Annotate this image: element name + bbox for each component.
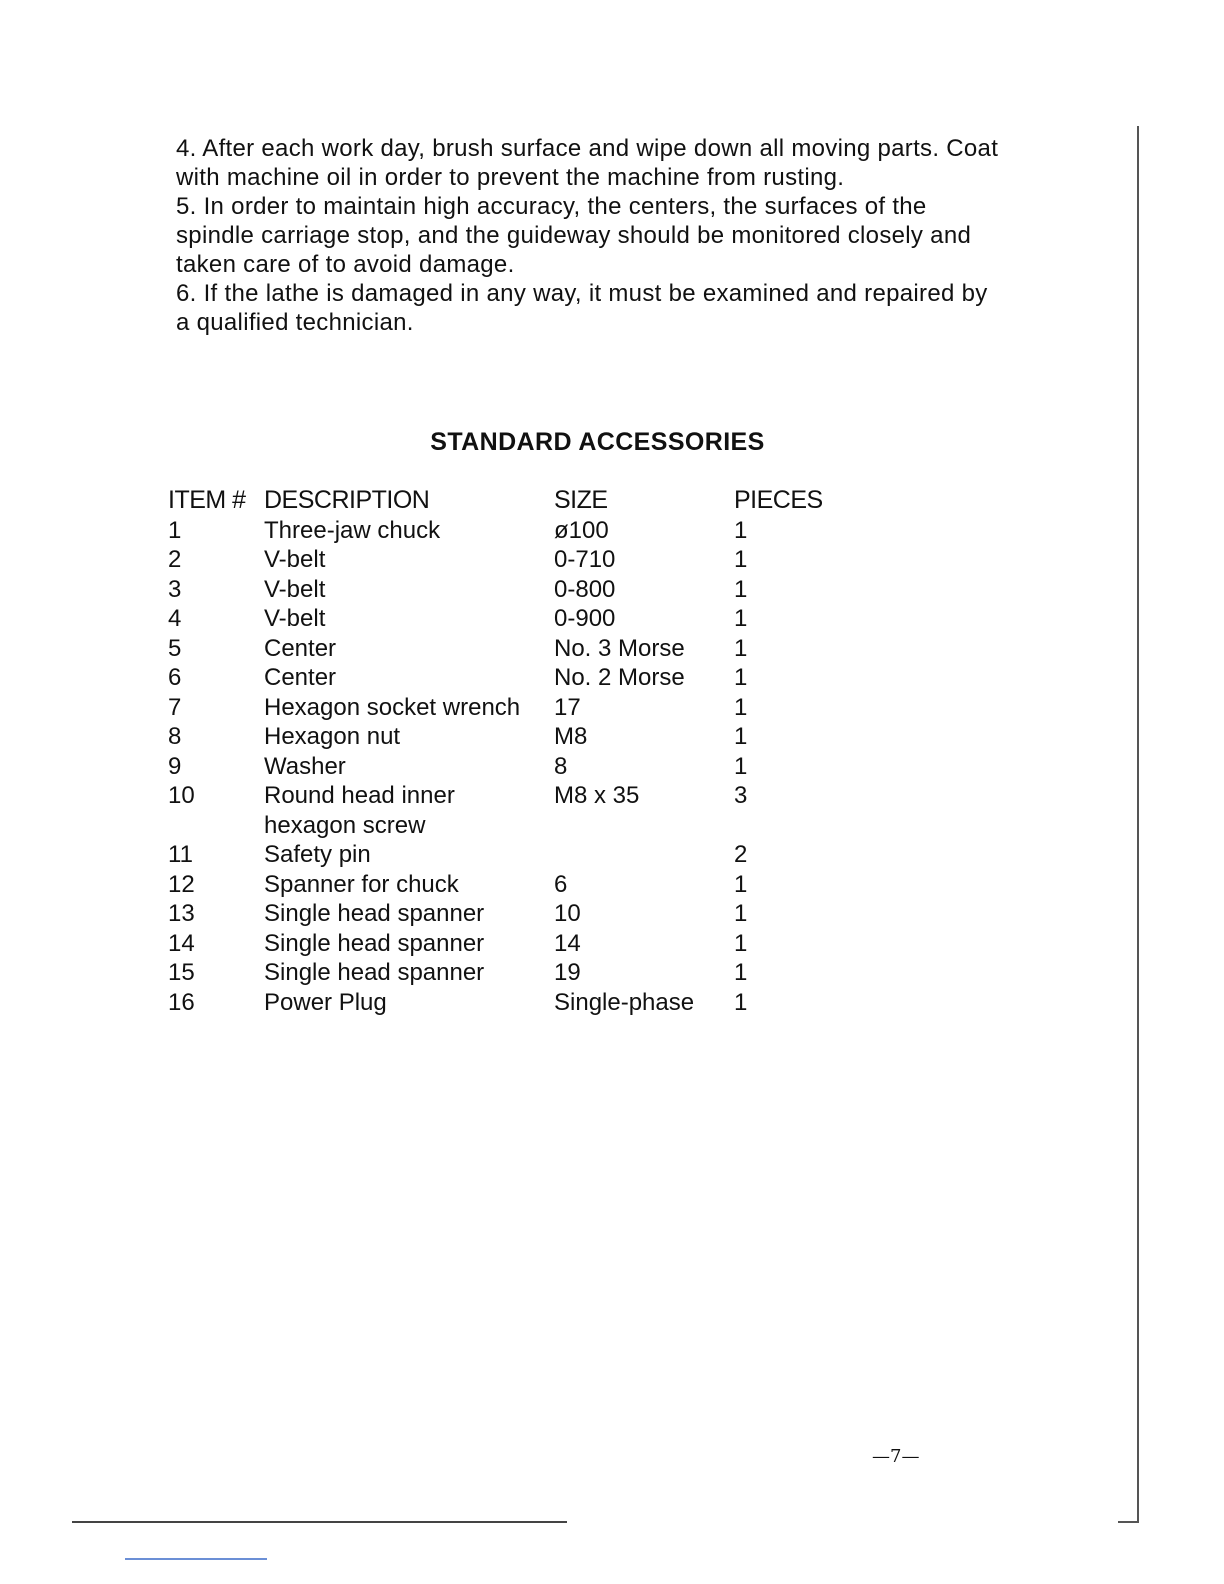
description-cell: Hexagon nut <box>264 723 401 750</box>
pieces-cell: 1 <box>734 870 748 898</box>
description-cell: Power Plug <box>264 988 387 1016</box>
right-margin-rule <box>1137 126 1139 1523</box>
size-cell: 0-900 <box>554 605 616 632</box>
pieces-cell: 1 <box>734 516 748 544</box>
pieces-cell: 1 <box>734 959 748 986</box>
table-row <box>168 840 834 870</box>
header-description: DESCRIPTION <box>264 486 430 514</box>
size-cell: 17 <box>554 693 581 721</box>
description-cell: Three-jaw chuck <box>264 516 441 544</box>
table-row <box>168 575 834 605</box>
table-row <box>168 545 834 575</box>
table-row <box>168 604 834 634</box>
size-cell: No. 2 Morse <box>554 664 685 691</box>
description-cell: V-belt <box>264 546 326 573</box>
item-number-cell: 4 <box>168 605 182 632</box>
pieces-cell: 3 <box>734 782 748 809</box>
size-cell: 14 <box>554 929 581 957</box>
header-pieces: PIECES <box>734 486 823 514</box>
table-header <box>168 486 834 516</box>
pieces-cell: 1 <box>734 900 748 927</box>
pieces-cell: 2 <box>734 841 748 868</box>
header-size: SIZE <box>554 486 608 514</box>
table-row <box>168 752 834 782</box>
item-number-cell: 12 <box>168 870 195 898</box>
maintenance-instructions <box>176 134 1006 337</box>
instruction-6: 6. If the lathe is damaged in any way, it must be examined and repaired by a qualified technician. <box>176 280 988 336</box>
pieces-cell: 1 <box>734 752 748 780</box>
description-cell: Washer <box>264 752 346 780</box>
item-number-cell: 5 <box>168 634 182 662</box>
description-cell: Safety pin <box>264 841 371 868</box>
header-row <box>168 486 834 516</box>
size-cell: 0-800 <box>554 575 616 603</box>
table-row <box>168 722 834 752</box>
item-number-cell: 10 <box>168 782 195 809</box>
table-body <box>168 516 834 1018</box>
description-cell: Round head inner hexagon screw <box>264 782 455 839</box>
size-cell: No. 3 Morse <box>554 634 685 662</box>
item-number-cell: 1 <box>168 516 182 544</box>
pieces-cell: 1 <box>734 988 748 1016</box>
bottom-accent-line <box>125 1558 267 1560</box>
pieces-cell: 1 <box>734 664 748 691</box>
table-row <box>168 929 834 959</box>
description-cell: Center <box>264 634 337 662</box>
size-cell: ø100 <box>554 516 609 544</box>
pieces-cell: 1 <box>734 723 748 750</box>
description-cell: Hexagon socket wrench <box>264 693 521 721</box>
description-cell: Single head spanner <box>264 959 485 986</box>
size-cell: M8 <box>554 723 588 750</box>
table-row <box>168 781 834 840</box>
table-row <box>168 516 834 546</box>
page-number: —7— <box>872 1446 920 1467</box>
item-number-cell: 14 <box>168 929 195 957</box>
size-cell: M8 x 35 <box>554 782 640 809</box>
item-number-cell: 9 <box>168 752 182 780</box>
item-number-cell: 13 <box>168 900 195 927</box>
instruction-5: 5. In order to maintain high accuracy, the centers, the surfaces of the spindle carriage stop, and the guideway should be monitored closely and taken care of to avoid damage. <box>176 193 972 278</box>
description-cell: V-belt <box>264 605 326 632</box>
pieces-cell: 1 <box>734 546 748 573</box>
size-cell: 8 <box>554 752 568 780</box>
pieces-cell: 1 <box>734 605 748 632</box>
pieces-cell: 1 <box>734 634 748 662</box>
size-cell: 10 <box>554 900 581 927</box>
item-number-cell: 8 <box>168 723 182 750</box>
header-item: ITEM # <box>168 486 246 514</box>
instruction-4: 4. After each work day, brush surface and wipe down all moving parts. Coat with machine oil in order to prevent the machine from rusting. <box>176 135 999 191</box>
size-cell <box>554 840 734 870</box>
table-row <box>168 634 834 664</box>
table-row <box>168 958 834 988</box>
description-cell: Single head spanner <box>264 900 485 927</box>
size-cell: 6 <box>554 870 568 898</box>
table-row <box>168 870 834 900</box>
accessories-table <box>168 486 834 1017</box>
pieces-cell: 1 <box>734 693 748 721</box>
size-cell: 19 <box>554 959 581 986</box>
pieces-cell: 1 <box>734 575 748 603</box>
item-number-cell: 6 <box>168 664 182 691</box>
table-row <box>168 693 834 723</box>
description-cell: Center <box>264 664 337 691</box>
item-number-cell: 11 <box>168 841 193 868</box>
description-cell: Spanner for chuck <box>264 870 459 898</box>
size-cell: Single-phase <box>554 988 695 1016</box>
size-cell: 0-710 <box>554 546 616 573</box>
description-cell: Single head spanner <box>264 929 485 957</box>
table-row <box>168 988 834 1018</box>
bottom-rule <box>72 1521 567 1523</box>
right-corner-rule <box>1118 1521 1139 1523</box>
item-number-cell: 16 <box>168 988 195 1016</box>
item-number-cell: 7 <box>168 693 182 721</box>
table-row <box>168 899 834 929</box>
pieces-cell: 1 <box>734 929 748 957</box>
item-number-cell: 15 <box>168 959 195 986</box>
table-row <box>168 663 834 693</box>
item-number-cell: 3 <box>168 575 182 603</box>
description-cell: V-belt <box>264 575 326 603</box>
section-title: STANDARD ACCESSORIES <box>430 428 765 456</box>
item-number-cell: 2 <box>168 546 182 573</box>
